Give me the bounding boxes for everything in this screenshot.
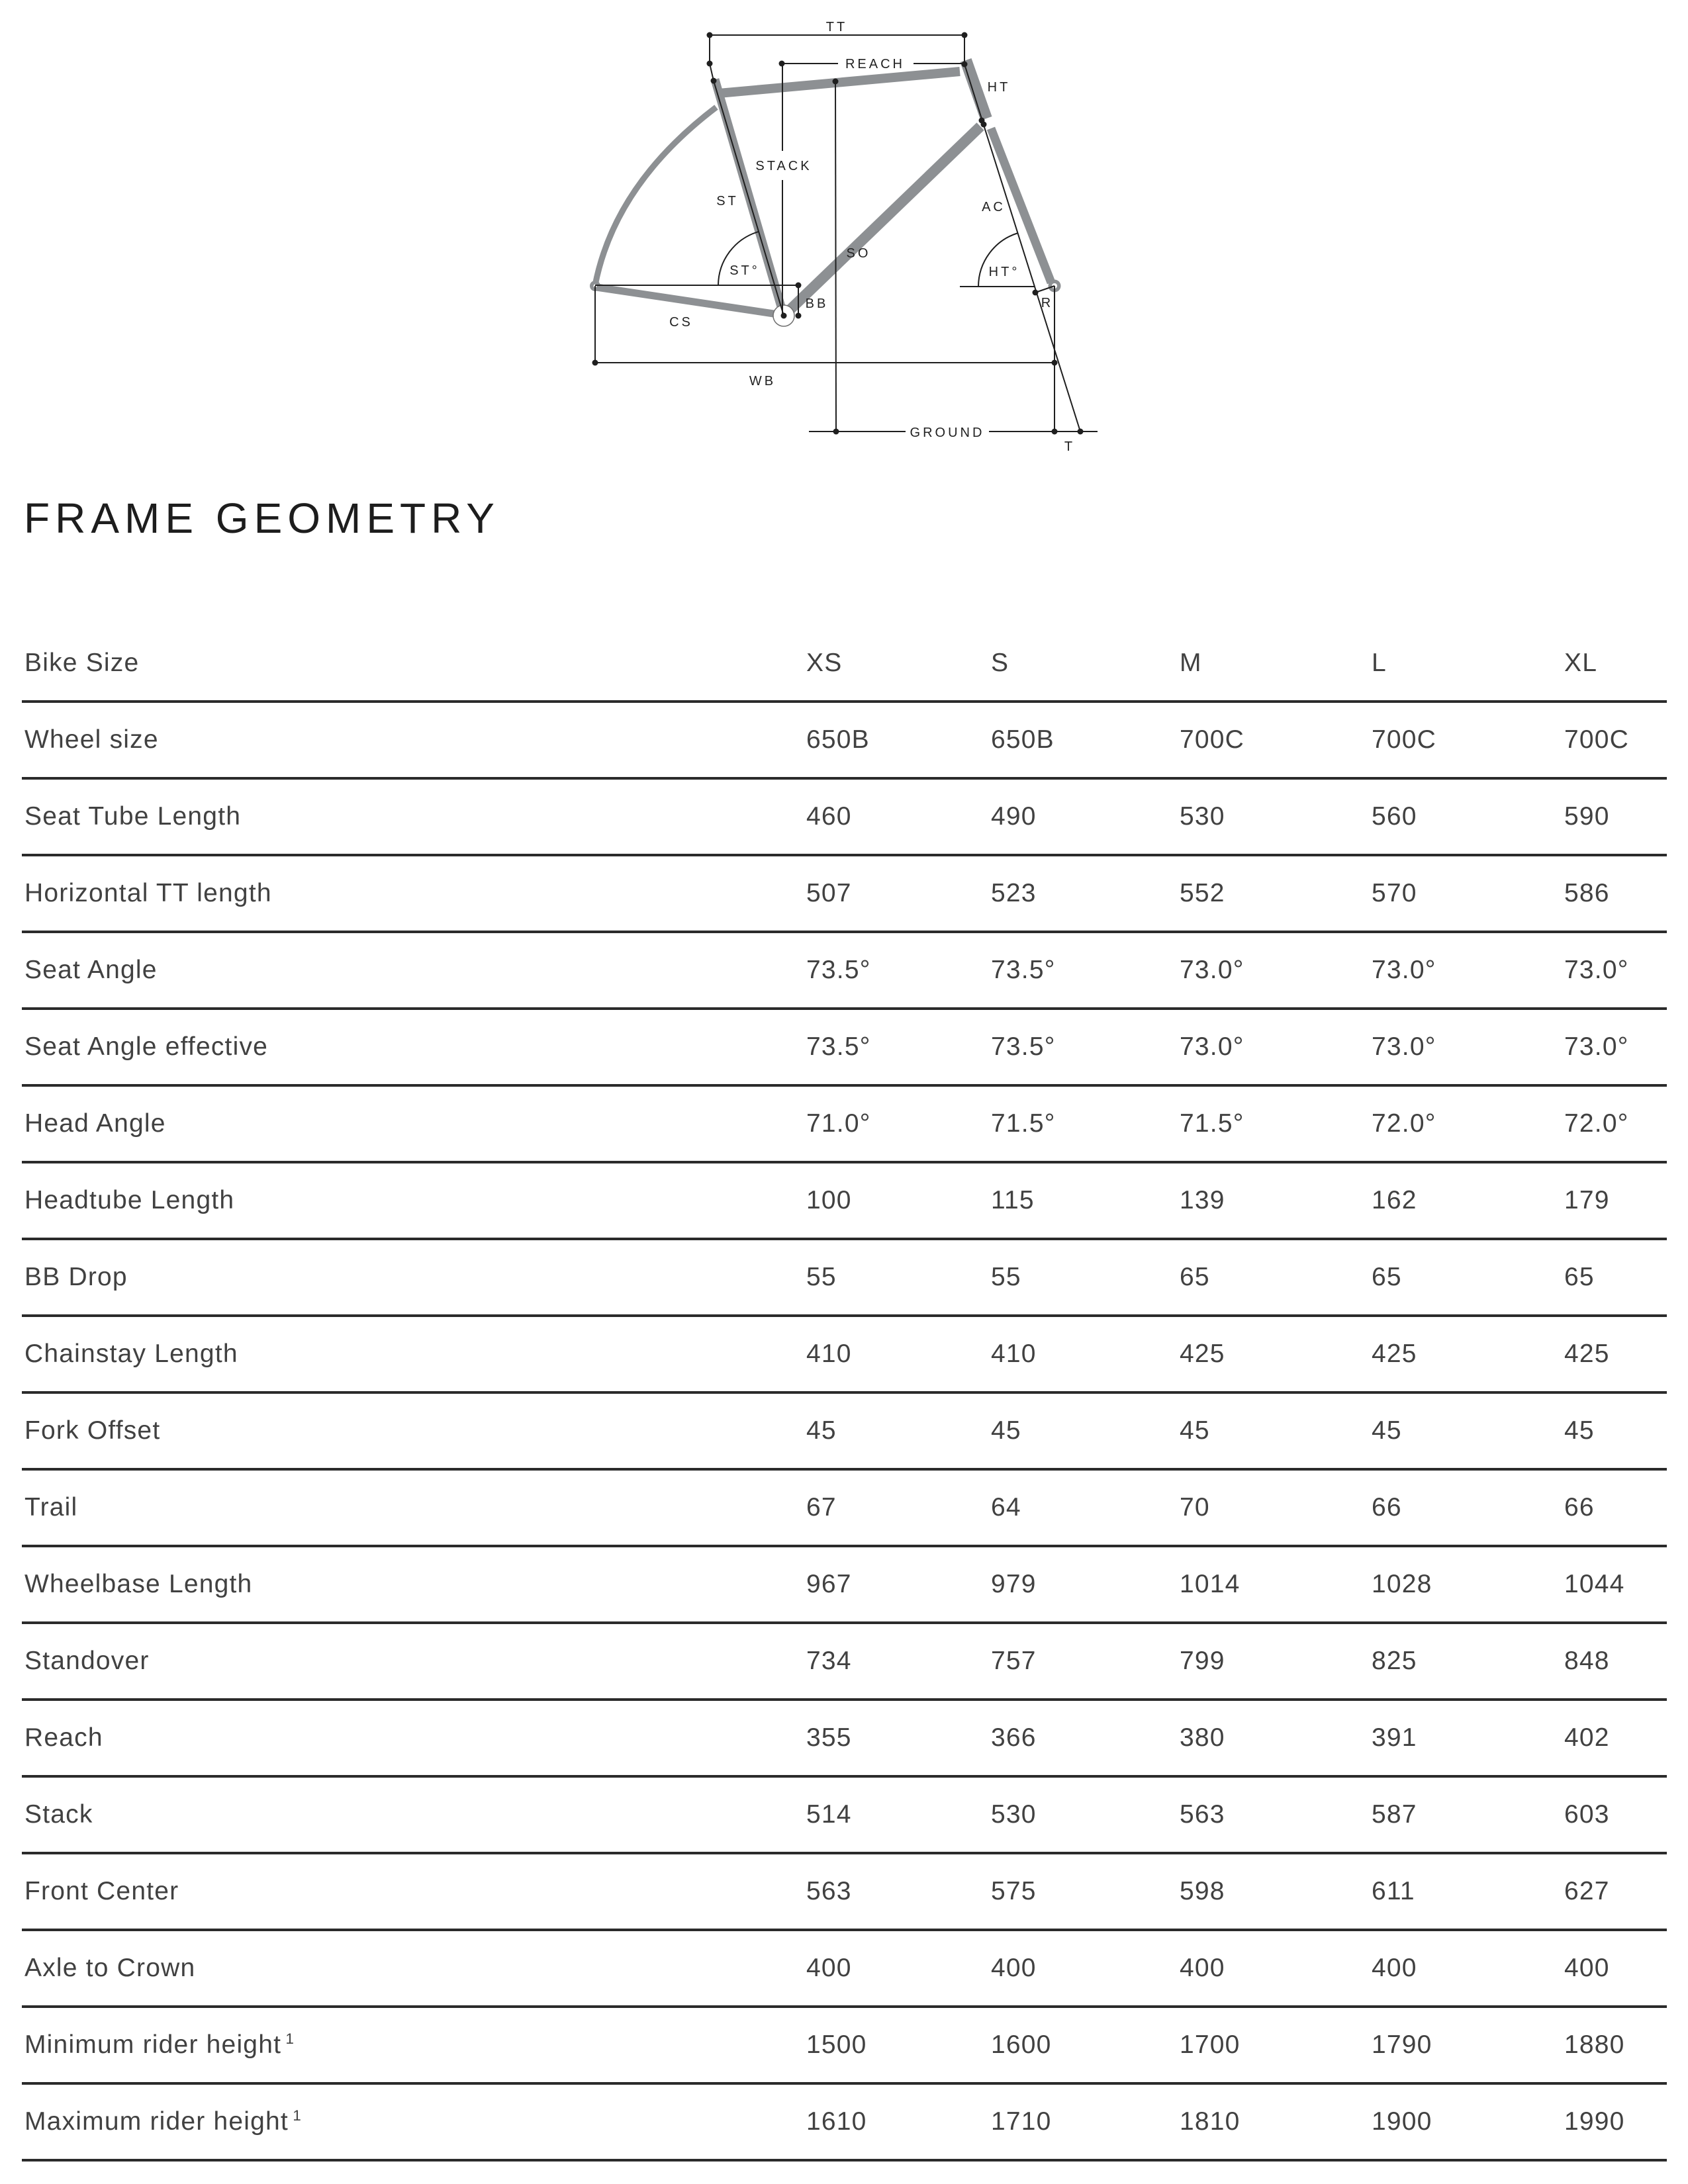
table-row: [22, 2008, 1667, 2085]
table-row: [22, 1471, 1667, 1547]
row-value: 73.0°: [1372, 956, 1436, 984]
label-head-tube: HT: [987, 80, 1011, 95]
row-label: Maximum rider height $^1$: [24, 2107, 301, 2136]
row-label: Stack: [24, 1800, 93, 1829]
row-value: 73.5°: [991, 1032, 1056, 1061]
row-value: 799: [1180, 1647, 1225, 1675]
row-value: 73.0°: [1372, 1032, 1436, 1061]
row-value: 162: [1372, 1186, 1417, 1214]
row-value: 73.0°: [1564, 1032, 1629, 1061]
row-value: 460: [806, 802, 852, 831]
table-row: [22, 1547, 1667, 1624]
row-value: 586: [1564, 879, 1610, 907]
table-row: [22, 1854, 1667, 1931]
row-label: Standover: [24, 1647, 150, 1675]
row-value: 67: [806, 1493, 837, 1522]
table-row: [22, 2085, 1667, 2161]
row-value: 139: [1180, 1186, 1225, 1214]
row-value: 1600: [991, 2030, 1052, 2059]
row-value: 1790: [1372, 2030, 1432, 2059]
row-value: 575: [991, 1877, 1037, 1905]
row-value: 425: [1372, 1340, 1417, 1368]
row-value: 45: [1564, 1416, 1595, 1445]
row-label: Trail: [24, 1493, 78, 1522]
row-value: 650B: [991, 725, 1055, 754]
row-value: 1028: [1372, 1570, 1432, 1598]
label-seat-tube: ST: [716, 194, 739, 208]
row-value: L: [1372, 649, 1387, 677]
page-title: FRAME GEOMETRY: [24, 494, 500, 542]
row-value: 1710: [991, 2107, 1052, 2136]
row-value: 848: [1564, 1647, 1610, 1675]
row-value: 1880: [1564, 2030, 1625, 2059]
row-value: 1900: [1372, 2107, 1432, 2136]
label-ground: GROUND: [910, 426, 985, 440]
row-value: 45: [1180, 1416, 1210, 1445]
row-value: 1500: [806, 2030, 867, 2059]
row-label: Chainstay Length: [24, 1340, 238, 1368]
row-value: 570: [1372, 879, 1417, 907]
row-value: 72.0°: [1564, 1109, 1629, 1138]
row-value: 507: [806, 879, 852, 907]
label-stack: STACK: [755, 159, 812, 173]
row-value: 530: [1180, 802, 1225, 831]
label-top-tube: TT: [825, 20, 848, 34]
row-value: 45: [1372, 1416, 1402, 1445]
row-value: M: [1180, 649, 1202, 677]
row-value: 514: [806, 1800, 852, 1829]
row-value: 1610: [806, 2107, 867, 2136]
row-value: 700C: [1180, 725, 1245, 754]
row-value: 72.0°: [1372, 1109, 1436, 1138]
geometry-table: [22, 626, 1667, 2161]
table-row: [22, 856, 1667, 933]
row-value: 73.5°: [806, 1032, 871, 1061]
row-value: 1014: [1180, 1570, 1241, 1598]
row-value: 100: [806, 1186, 852, 1214]
label-bottom-bracket: BB: [805, 296, 829, 311]
row-value: 70: [1180, 1493, 1210, 1522]
row-value: 55: [806, 1263, 837, 1291]
row-value: 402: [1564, 1723, 1610, 1752]
row-value: 734: [806, 1647, 852, 1675]
seat-stay-tube: [595, 107, 716, 285]
row-label: Head Angle: [24, 1109, 166, 1138]
table-row: [22, 1240, 1667, 1317]
row-label: Seat Tube Length: [24, 802, 242, 831]
row-value: 700C: [1564, 725, 1630, 754]
row-value: 73.0°: [1180, 956, 1244, 984]
row-value: 598: [1180, 1877, 1225, 1905]
chain-stay-tube: [596, 287, 782, 315]
row-label: Front Center: [24, 1877, 179, 1905]
row-value: 627: [1564, 1877, 1610, 1905]
table-row: [22, 1317, 1667, 1394]
row-value: 391: [1372, 1723, 1417, 1752]
label-reach: REACH: [845, 57, 906, 71]
row-value: 73.0°: [1564, 956, 1629, 984]
row-value: 64: [991, 1493, 1021, 1522]
row-value: 66: [1372, 1493, 1402, 1522]
row-label: Wheelbase Length: [24, 1570, 253, 1598]
row-value: 73.5°: [991, 956, 1056, 984]
row-value: 979: [991, 1570, 1037, 1598]
row-value: 400: [991, 1954, 1037, 1982]
dim-standover-line: [835, 81, 836, 432]
row-label: Seat Angle effective: [24, 1032, 269, 1061]
table-row: [22, 1087, 1667, 1163]
row-label: Bike Size: [24, 649, 140, 677]
frame-geometry-diagram: [563, 0, 1105, 463]
row-value: 425: [1564, 1340, 1610, 1368]
row-value: 603: [1564, 1800, 1610, 1829]
row-value: 65: [1564, 1263, 1595, 1291]
row-value: 552: [1180, 879, 1225, 907]
down-tube: [784, 126, 980, 316]
row-value: 400: [1372, 1954, 1417, 1982]
row-label: Fork Offset: [24, 1416, 161, 1445]
row-value: 1990: [1564, 2107, 1625, 2136]
row-value: 45: [806, 1416, 837, 1445]
row-value: 590: [1564, 802, 1610, 831]
row-value: 66: [1564, 1493, 1595, 1522]
row-value: 410: [991, 1340, 1037, 1368]
row-value: 1044: [1564, 1570, 1625, 1598]
row-value: 563: [1180, 1800, 1225, 1829]
dim-tt-left-extension: [710, 35, 714, 81]
label-axle-to-crown: AC: [982, 200, 1006, 214]
table-header-row: [22, 626, 1667, 703]
row-label: Minimum rider height $^1$: [24, 2030, 294, 2059]
row-value: 73.5°: [806, 956, 871, 984]
top-tube: [719, 71, 960, 93]
row-value: 410: [806, 1340, 852, 1368]
row-value: 65: [1180, 1263, 1210, 1291]
row-value: 560: [1372, 802, 1417, 831]
row-value: 179: [1564, 1186, 1610, 1214]
table-row: [22, 933, 1667, 1010]
table-row: [22, 780, 1667, 856]
table-row: [22, 1701, 1667, 1778]
row-value: 611: [1372, 1877, 1415, 1905]
row-value: XL: [1564, 649, 1598, 677]
frame-diagram-svg: [563, 0, 1105, 463]
row-value: 115: [991, 1186, 1035, 1214]
row-value: 587: [1372, 1800, 1417, 1829]
table-row: [22, 1010, 1667, 1087]
row-label: Horizontal TT length: [24, 879, 272, 907]
row-label: Reach: [24, 1723, 103, 1752]
row-value: 400: [1180, 1954, 1225, 1982]
row-value: 366: [991, 1723, 1037, 1752]
row-value: 825: [1372, 1647, 1417, 1675]
row-value: 71.5°: [1180, 1109, 1244, 1138]
row-value: 425: [1180, 1340, 1225, 1368]
row-value: 563: [806, 1877, 852, 1905]
label-standover: SO: [846, 246, 871, 261]
row-value: 380: [1180, 1723, 1225, 1752]
row-value: 700C: [1372, 725, 1437, 754]
row-label: Axle to Crown: [24, 1954, 196, 1982]
row-value: 65: [1372, 1263, 1402, 1291]
row-value: 71.5°: [991, 1109, 1056, 1138]
row-value: 71.0°: [806, 1109, 871, 1138]
row-label: Wheel size: [24, 725, 159, 754]
label-wheelbase: WB: [749, 374, 776, 388]
row-value: S: [991, 649, 1009, 677]
label-rake: R: [1041, 296, 1054, 310]
table-row: [22, 1624, 1667, 1701]
row-value: 1700: [1180, 2030, 1241, 2059]
footnote-marker: 1: [281, 2030, 294, 2047]
label-trail: T: [1064, 439, 1076, 454]
label-seat-angle: ST°: [729, 263, 760, 278]
row-value: 400: [806, 1954, 852, 1982]
row-value: 967: [806, 1570, 852, 1598]
row-value: 73.0°: [1180, 1032, 1244, 1061]
row-value: 1810: [1180, 2107, 1241, 2136]
row-value: 490: [991, 802, 1037, 831]
row-value: 757: [991, 1647, 1037, 1675]
label-chainstay: CS: [669, 315, 693, 330]
label-head-angle: HT°: [988, 265, 1020, 279]
row-value: 400: [1564, 1954, 1610, 1982]
head-tube: [966, 60, 986, 118]
row-value: 45: [991, 1416, 1021, 1445]
row-value: XS: [806, 649, 843, 677]
row-label: Seat Angle: [24, 956, 158, 984]
row-value: 650B: [806, 725, 870, 754]
row-value: 355: [806, 1723, 852, 1752]
table-row: [22, 1778, 1667, 1854]
table-row: [22, 1931, 1667, 2008]
row-value: 530: [991, 1800, 1037, 1829]
table-row: [22, 703, 1667, 780]
row-label: BB Drop: [24, 1263, 128, 1291]
row-label: Headtube Length: [24, 1186, 235, 1214]
row-value: 523: [991, 879, 1037, 907]
table-row: [22, 1394, 1667, 1471]
table-row: [22, 1163, 1667, 1240]
row-value: 55: [991, 1263, 1021, 1291]
footnote-marker: 1: [288, 2107, 301, 2124]
